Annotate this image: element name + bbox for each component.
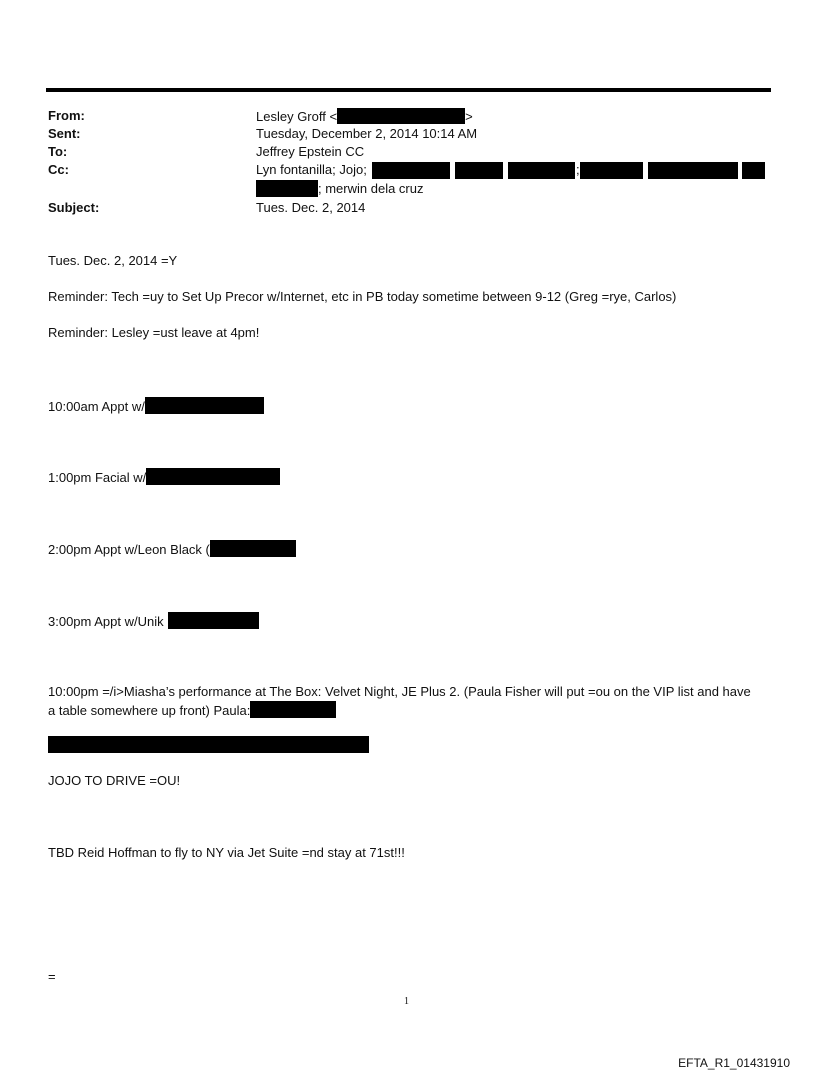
redaction-box xyxy=(337,108,465,124)
subject-value: Tues. Dec. 2, 2014 xyxy=(256,200,366,215)
from-close: > xyxy=(465,109,473,124)
jojo-line: JOJO TO DRIVE =OU! xyxy=(48,773,181,788)
redaction-box xyxy=(145,397,264,414)
cc-line-1: Lyn fontanilla; Jojo; xyxy=(256,162,367,177)
appt-1400 xyxy=(48,540,296,558)
cc-label: Cc: xyxy=(48,162,69,177)
redaction-box xyxy=(146,468,280,485)
appt-1000-text: 10:00am Appt w/ xyxy=(48,399,145,414)
appt-1400-text: 2:00pm Appt w/Leon Black ( xyxy=(48,542,210,557)
redaction-box xyxy=(372,162,450,179)
from-name: Lesley Groff < xyxy=(256,109,338,124)
redaction-box xyxy=(648,162,738,179)
to-label: To: xyxy=(48,144,68,159)
redaction-box xyxy=(48,736,369,753)
subject-label: Subject: xyxy=(48,200,100,215)
cc-semicolon: ; xyxy=(576,162,580,177)
redaction-box xyxy=(168,612,259,629)
appt-1000 xyxy=(48,397,264,415)
event-2200-line-1: 10:00pm =/i>Miasha’s performance at The Box: Velvet Night, JE Plus 2. (Paula Fisher will put =ou on the VIP list and have xyxy=(48,684,751,699)
event-2200-line-2 xyxy=(48,701,336,719)
sent-value: Tuesday, December 2, 2014 10:14 AM xyxy=(256,126,478,141)
redaction-box xyxy=(580,162,643,179)
redaction-box xyxy=(210,540,296,557)
redaction-box xyxy=(508,162,575,179)
redaction-box xyxy=(250,701,336,718)
tbd-line: TBD Reid Hoffman to fly to NY via Jet Suite =nd stay at 71st!!! xyxy=(48,845,405,860)
appt-1500 xyxy=(48,612,259,630)
trailing-char: = xyxy=(48,969,56,984)
reminder-lesley: Reminder: Lesley =ust leave at 4pm! xyxy=(48,325,260,340)
reminder-tech: Reminder: Tech =uy to Set Up Precor w/Internet, etc in PB today sometime between 9-12 (Greg =rye, Carlos) xyxy=(48,289,677,304)
cc-line-2: ; merwin dela cruz xyxy=(318,181,424,196)
from-value xyxy=(256,108,473,125)
appt-1300-text: 1:00pm Facial w/ xyxy=(48,470,147,485)
document-id: EFTA_R1_01431910 xyxy=(678,1056,790,1070)
redaction-box xyxy=(455,162,503,179)
to-value: Jeffrey Epstein CC xyxy=(256,144,365,159)
header-rule xyxy=(46,88,771,92)
appt-1300 xyxy=(48,468,280,486)
sent-label: Sent: xyxy=(48,126,81,141)
page-number: 1 xyxy=(404,996,409,1007)
body-date-line: Tues. Dec. 2, 2014 =Y xyxy=(48,253,178,268)
from-label: From: xyxy=(48,108,85,123)
appt-1500-text: 3:00pm Appt w/Unik xyxy=(48,614,164,629)
event-2200-line-2-text: a table somewhere up front) Paula: xyxy=(48,703,251,718)
redaction-box xyxy=(256,180,318,197)
redaction-box xyxy=(742,162,765,179)
